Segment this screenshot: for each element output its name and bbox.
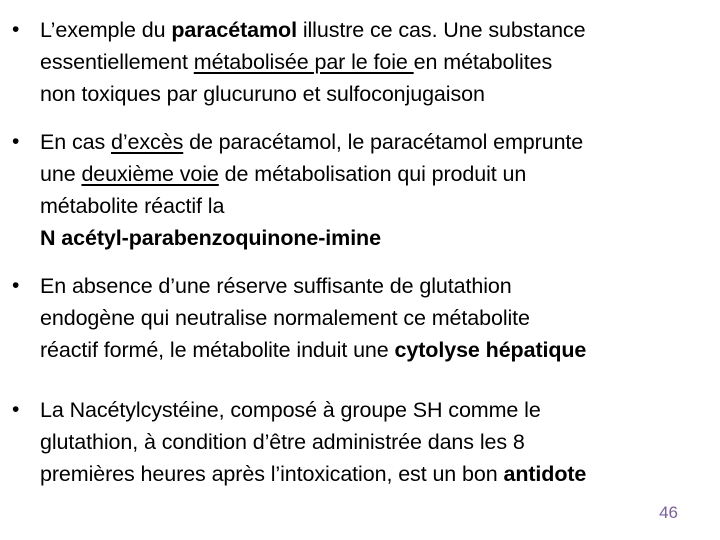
bullet-marker: • (12, 130, 20, 153)
text-line (40, 158, 712, 190)
text-run: La Nacétylcystéine, composé à groupe SH comme le (40, 398, 541, 422)
bold-term-antidote: antidote (503, 462, 587, 486)
text-line (40, 302, 712, 334)
text-line (40, 334, 712, 366)
text-run: en métabolites (413, 50, 553, 74)
text-run: En absence d’une réserve suffisante de glutathion (40, 274, 512, 298)
underlined-text-second-pathway: deuxième voie (81, 162, 219, 186)
bullet-marker: • (12, 398, 20, 421)
bullet-marker: • (12, 18, 20, 41)
text-line (40, 78, 712, 110)
text-line (40, 14, 712, 46)
text-run: L’exemple du (40, 18, 172, 42)
text-line (40, 394, 712, 426)
text-run: premières heures après l’intoxication, est un bon (40, 462, 504, 486)
bullet-glutathione-depletion (12, 270, 712, 366)
text-run: En cas (40, 130, 112, 154)
text-line (40, 270, 712, 302)
text-line (40, 458, 712, 490)
text-run: illustre ce cas. Une substance (296, 18, 586, 42)
text-run: réactif formé, le métabolite induit une (40, 338, 395, 362)
text-line (40, 46, 712, 78)
bold-term-paracetamol: paracétamol (171, 18, 297, 42)
bold-term-napqi: N acétyl-parabenzoquinone-imine (40, 226, 381, 250)
text-run: de paracétamol, le paracétamol emprunte (183, 130, 584, 154)
bullet-antidote (12, 394, 712, 490)
text-line (40, 222, 712, 254)
bullet-overdose-pathway (12, 126, 712, 254)
text-run: essentiellement (40, 50, 194, 74)
text-run: une (40, 162, 82, 186)
underlined-text-liver-metabolism: métabolisée par le foie (193, 50, 414, 74)
bullet-paracetamol-example (12, 14, 712, 110)
text-run: glutathion, à condition d’être administrée dans les 8 (40, 430, 525, 454)
bullet-marker: • (12, 274, 20, 297)
text-line (40, 426, 712, 458)
text-run: non toxiques par glucuruno et sulfoconjugaison (40, 82, 485, 106)
text-line (40, 126, 712, 158)
text-run: métabolite réactif la (40, 194, 225, 218)
text-line (40, 190, 712, 222)
page-number: 46 (659, 503, 678, 522)
text-run: endogène qui neutralise normalement ce métabolite (40, 306, 530, 330)
underlined-text-excess: d’excès (111, 130, 184, 154)
text-run: de métabolisation qui produit un (218, 162, 527, 186)
bold-term-hepatic-cytolysis: cytolyse hépatique (394, 338, 587, 362)
